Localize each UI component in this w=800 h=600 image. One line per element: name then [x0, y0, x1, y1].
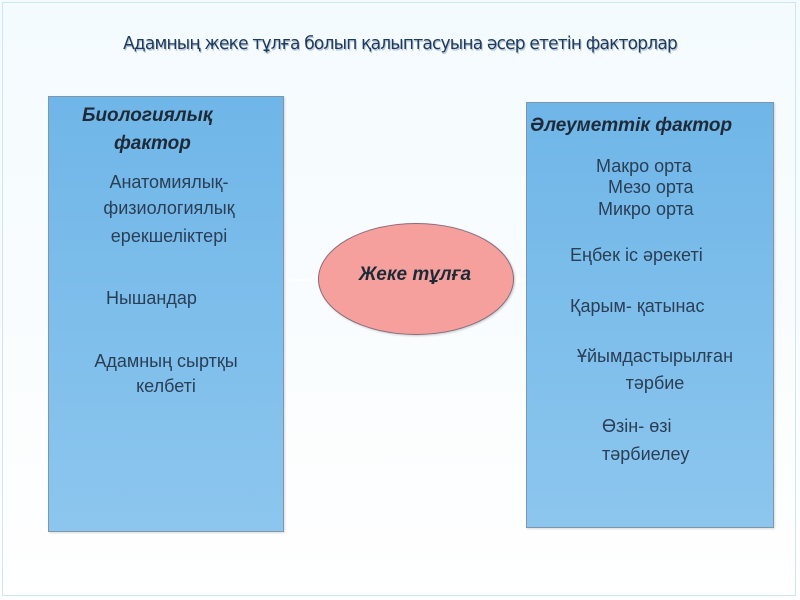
bio-item-appearance-line2: келбеті: [136, 376, 196, 396]
social-item-organized-line2: тәрбие: [625, 373, 685, 393]
social-item-meso: Мезо орта: [608, 177, 694, 197]
slide-title: Адамның жеке тұлға болып қалыптасуына әсер ететін факторлар: [123, 33, 677, 55]
social-item-micro: Микро орта: [598, 199, 694, 219]
right-arrow-icon: [516, 276, 522, 284]
social-item-self-line1: Өзін- өзі: [602, 416, 672, 436]
biological-heading-line1: Биологиялық: [82, 105, 213, 126]
social-item-self-line2: тәрбиелеу: [602, 444, 690, 464]
bio-item-anatomy-line3: ерекшеліктері: [110, 226, 228, 246]
center-label: Жеке тұлға: [358, 264, 472, 285]
biological-heading-line2: фактор: [114, 133, 191, 154]
social-item-communication: Қарым- қатынас: [570, 296, 705, 316]
bio-item-anatomy-line2: физиологиялық: [103, 198, 235, 218]
social-item-organized-line1: Ұйымдастырылған: [576, 346, 734, 366]
social-item-macro: Макро орта: [596, 156, 692, 176]
bio-item-anatomy-line1: Анатомиялық-: [109, 172, 229, 192]
bio-item-traits: Нышандар: [106, 288, 197, 308]
left-connector: [285, 279, 318, 281]
bio-item-appearance-line1: Адамның сыртқы: [94, 351, 238, 371]
biological-factor-box: [48, 96, 284, 532]
social-item-labor: Еңбек іс әрекеті: [570, 245, 703, 265]
social-heading: Әлеуметтік фактор: [530, 115, 733, 136]
